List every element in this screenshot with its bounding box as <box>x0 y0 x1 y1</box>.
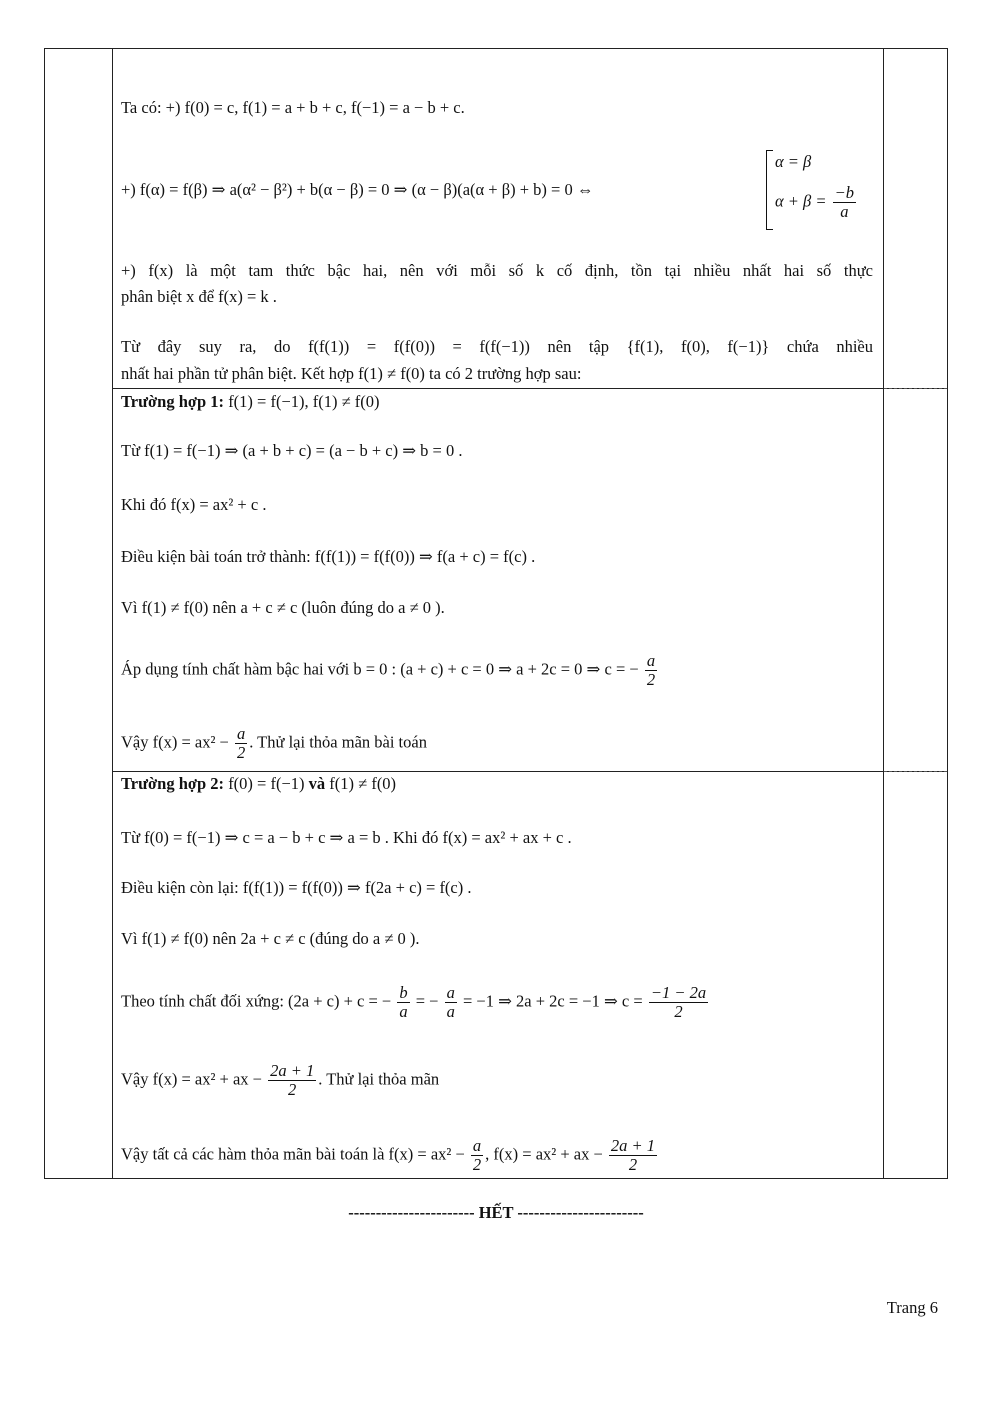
end-marker <box>0 1203 992 1223</box>
case1-line-6-fraction <box>235 725 247 762</box>
case2-line-6 <box>121 1137 659 1174</box>
intro-line-3b: phân biệt x để f(x) = k . <box>121 287 277 306</box>
case2-line-4-f3-num: −1 − 2a <box>650 983 707 1002</box>
row-divider-2 <box>113 771 947 772</box>
case2-line-4-f2-num: a <box>446 983 455 1002</box>
case1-line-1: Từ f(1) = f(−1) ⇒ (a + b + c) = (a − b + c) ⇒ b = 0 . <box>121 441 463 460</box>
case2-line-6-f1-den: 2 <box>472 1155 482 1174</box>
case2-line-6-mid: , f(x) = ax² + ax − <box>485 1144 603 1164</box>
row-divider-1 <box>113 388 947 389</box>
case2-line-4-f2-den: a <box>446 1002 455 1021</box>
system-fraction-num: −b <box>834 183 855 202</box>
case1-line-2: Khi đó f(x) = ax² + c . <box>121 495 267 514</box>
case1-line-5-fraction <box>645 652 657 689</box>
column-divider-left <box>112 49 113 1178</box>
case2-line-4-f1-num: b <box>399 983 408 1002</box>
case2-title-expr2: f(1) ≠ f(0) <box>325 774 397 793</box>
case2-line-4-fraction-1 <box>397 984 409 1021</box>
case1-line-4: Vì f(1) ≠ f(0) nên a + c ≠ c (luôn đúng do a ≠ 0 ). <box>121 598 445 617</box>
system-fraction <box>833 184 856 221</box>
case1-line-5 <box>121 652 659 689</box>
system-line-2-lhs: α + β = <box>775 191 827 211</box>
page-number: Trang 6 <box>886 1298 938 1317</box>
case1-line-5-den: 2 <box>646 670 656 689</box>
intro-line-1: Ta có: +) f(0) = c, f(1) = a + b + c, f(−1) = a − b + c. <box>121 98 465 117</box>
case2-line-3: Vì f(1) ≠ f(0) nên 2a + c ≠ c (đúng do a ≠ 0 ). <box>121 929 420 948</box>
case2-title-expr: f(0) = f(−1) <box>224 774 309 793</box>
case2-line-5-den: 2 <box>288 1080 297 1099</box>
case2-line-4-f1-den: a <box>399 1002 408 1021</box>
case2-line-2: Điều kiện còn lại: f(f(1)) = f(f(0)) ⇒ f(2a + c) = f(c) . <box>121 878 472 897</box>
case2-line-6-pre: Vậy tất cả các hàm thỏa mãn bài toán là f(x) = ax² − <box>121 1144 465 1164</box>
case2-line-5-fraction <box>268 1062 316 1099</box>
case2-title-and: và <box>308 774 326 793</box>
intro-line-4b: nhất hai phần tử phân biệt. Kết hợp f(1) ≠ f(0) ta có 2 trường hợp sau: <box>121 364 582 383</box>
case1-line-6 <box>121 725 427 762</box>
system-fraction-den: a <box>840 202 849 221</box>
case1-line-6-den: 2 <box>236 743 246 762</box>
case2-line-5 <box>121 1062 439 1099</box>
case2-line-5-post: . Thử lại thỏa mãn <box>318 1069 440 1089</box>
case2-line-4-mid2: = −1 ⇒ 2a + 2c = −1 ⇒ c = <box>458 991 643 1011</box>
system-line-2 <box>775 184 858 221</box>
case1-line-6-pre: Vậy f(x) = ax² − <box>121 732 229 752</box>
case2-title <box>121 774 396 794</box>
case2-line-6-f1-num: a <box>472 1136 482 1155</box>
case2-line-6-f2-den: 2 <box>628 1155 638 1174</box>
case1-title <box>121 392 380 412</box>
column-divider-right <box>883 49 884 1178</box>
case1-line-6-num: a <box>236 724 246 743</box>
case1-line-3: Điều kiện bài toán trở thành: f(f(1)) = f(f(0)) ⇒ f(a + c) = f(c) . <box>121 547 536 566</box>
end-marker-text: ----------------------- HẾT ----------------------- <box>348 1203 644 1222</box>
case1-title-expr: f(1) = f(−1), f(1) ≠ f(0) <box>224 392 380 411</box>
intro-line-2: +) f(α) = f(β) ⇒ a(α² − β²) + b(α − β) = 0 ⇒ (α − β)(a(α + β) + b) = 0 ⇔ <box>121 180 594 199</box>
case1-line-5-text: Áp dụng tính chất hàm bậc hai với b = 0 : (a + c) + c = 0 ⇒ a + 2c = 0 ⇒ c = − <box>121 659 639 679</box>
intro-line-4: Từ đây suy ra, do f(f(1)) = f(f(0)) = f(f(−1)) nên tập {f(1), f(0), f(−1)} chứa nhiều <box>121 337 873 356</box>
case2-line-1: Từ f(0) = f(−1) ⇒ c = a − b + c ⇒ a = b . Khi đó f(x) = ax² + ax + c . <box>121 828 572 847</box>
case2-line-4-f3-den: 2 <box>674 1002 683 1021</box>
case2-line-4-mid: = − <box>411 991 439 1011</box>
case2-line-4-pre: Theo tính chất đối xứng: (2a + c) + c = − <box>121 991 392 1011</box>
intro-line-3: +) f(x) là một tam thức bậc hai, nên với mỗi số k cố định, tồn tại nhiều nhất hai số thực <box>121 261 873 280</box>
case2-line-6-f2-num: 2a + 1 <box>610 1136 656 1155</box>
case2-title-label: Trường hợp 2: <box>121 774 225 793</box>
case1-title-label: Trường hợp 1: <box>121 392 225 411</box>
case2-line-5-pre: Vậy f(x) = ax² + ax − <box>121 1069 262 1089</box>
case2-line-4 <box>121 984 710 1021</box>
case1-line-5-num: a <box>646 651 656 670</box>
case2-line-6-fraction-1 <box>471 1137 483 1174</box>
case1-line-6-post: . Thử lại thỏa mãn bài toán <box>249 732 427 752</box>
case2-line-5-num: 2a + 1 <box>270 1061 315 1080</box>
system-line-1: α = β <box>775 152 812 171</box>
case2-line-4-fraction-2 <box>445 984 457 1021</box>
case2-line-6-fraction-2 <box>609 1137 657 1174</box>
case2-line-4-fraction-3 <box>649 984 708 1021</box>
